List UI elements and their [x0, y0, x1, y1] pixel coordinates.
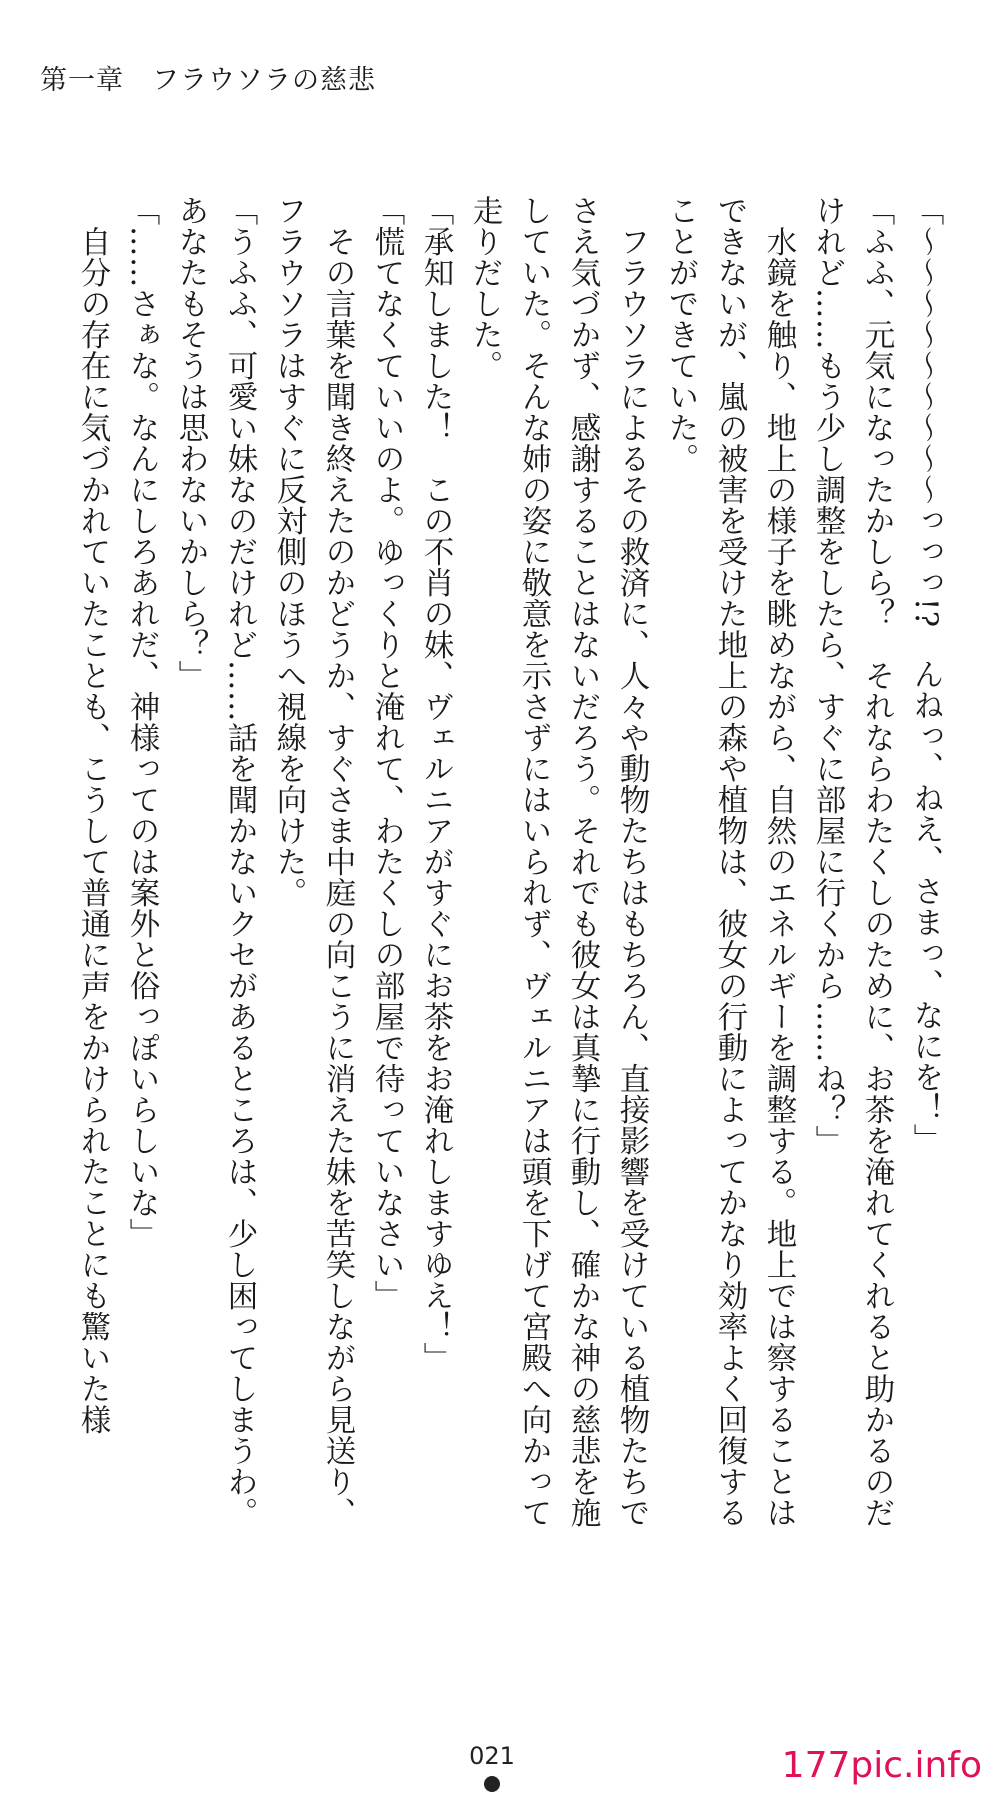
paragraph: 「慌てなくていいのよ。ゆっくりと淹れて、わたくしの部屋で待っていなさい」 — [369, 195, 404, 1311]
chapter-title: 第一章 フラウソラの慈悲 — [40, 65, 376, 96]
paragraph: 「承知しました！ この不肖の妹、ヴェルニアがすぐにお茶をお淹れしますゆえ！」 — [418, 195, 453, 1373]
paragraph: 水鏡を触り、地上の様子を眺めながら、自然のエネルギーを調整する。地上では察することはできないが、嵐の被害を受けた地上の森や植物は、彼女の行動によってかなり効率よく回復することができていた。 — [663, 195, 796, 1528]
paragraph: その言葉を聞き終えたのかどうか、すぐさま中庭の向こうに消えた妹を苦笑しながら見送り、フラウソラはすぐに反対側のほうへ視線を向けた。 — [271, 195, 355, 1528]
page-number: 021 — [469, 1742, 515, 1770]
paragraph: 自分の存在に気づかれていたことも、こうして普通に声をかけられたことにも驚いた様 — [75, 195, 110, 1435]
page-ornament-icon — [484, 1776, 500, 1792]
paragraph: 「ふふ、元気になったかしら？ それならわたくしのために、お茶を淹れてくれると助かるのだけれど……もう少し調整をしたら、すぐに部屋に行くから……ね？」 — [810, 195, 894, 1528]
watermark: 177pic.info — [781, 1745, 982, 1786]
body-text — [30, 195, 950, 1535]
paragraph: 「……さぁな。なんにしろあれだ、神様ってのは案外と俗っぽいらしいな」 — [124, 195, 159, 1249]
paragraph: 「〜〜〜〜〜〜〜〜〜っっっ!? んねっ、ねえ、さまっ、なにを！」 — [908, 195, 943, 1155]
paragraph: フラウソラによるその救済に、人々や動物たちはもちろん、直接影響を受けている植物たちでさえ気づかず、感謝することはないだろう。それでも彼女は真摯に行動し、確かな神の慈悲を施していた。そんな姉の姿に敬意を示さずにはいられず、ヴェルニアは頭を下げて宮殿へ向かって走りだした。 — [467, 195, 649, 1528]
paragraph: 「うふふ、可愛い妹なのだけれど……話を聞かないクセがあるところは、少し困ってしまうわ。あなたもそうは思わないかしら？」 — [173, 195, 257, 1528]
